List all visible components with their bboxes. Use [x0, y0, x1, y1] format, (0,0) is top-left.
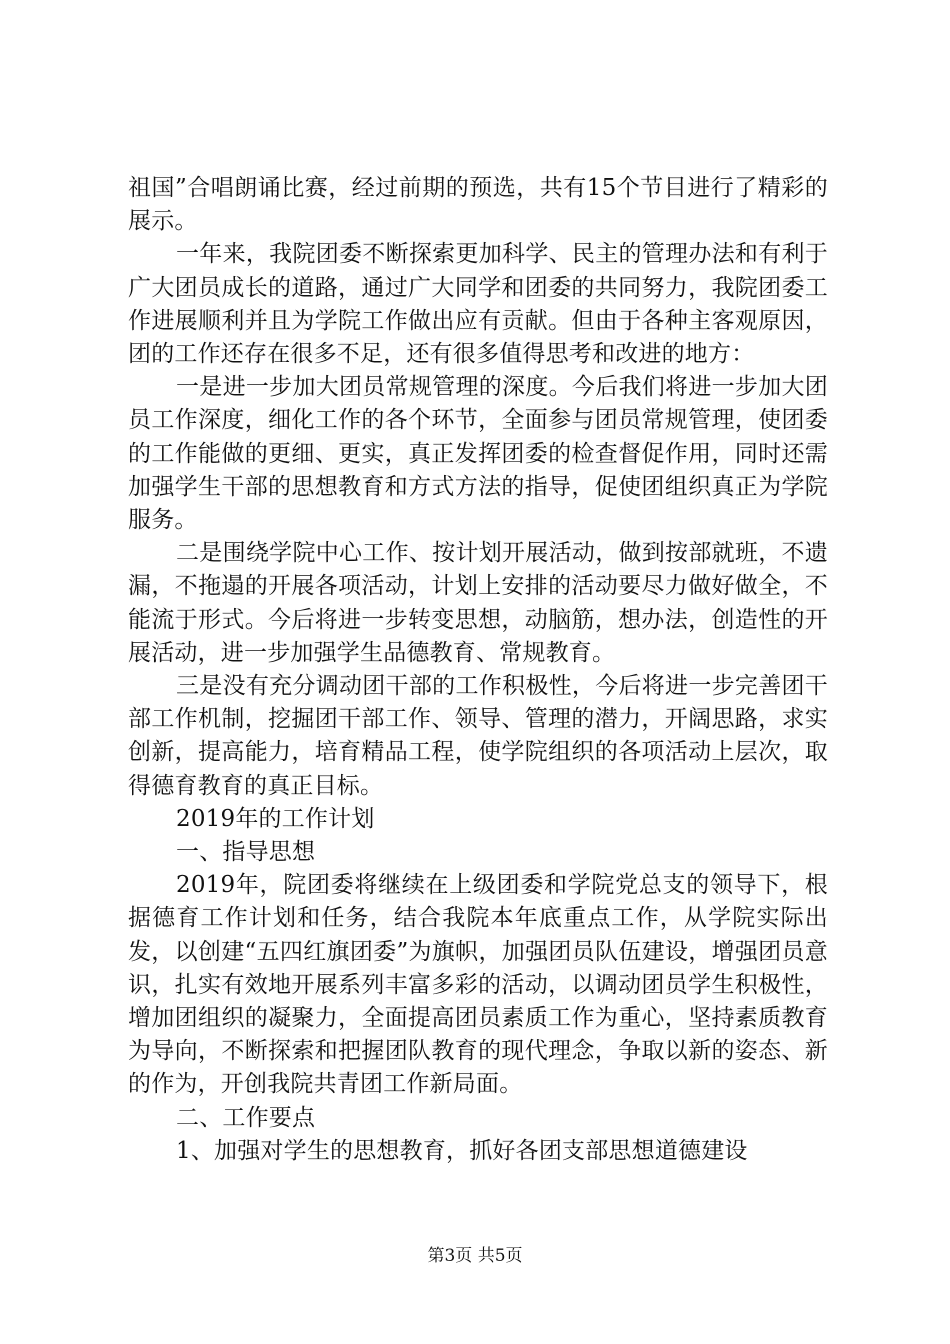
paragraph-continuation: 祖国”合唱朗诵比赛，经过前期的预选，共有15个节目进行了精彩的展示。	[128, 175, 828, 235]
list-item-key-point-one: 1、加强对学生的思想教育，抓好各团支部思想道德建设	[176, 1137, 748, 1164]
paragraph-point-two: 二是围绕学院中心工作、按计划开展活动，做到按部就班，不遗漏，不拖遢的开展各项活动，计划上安排的活动要尽力做好做全，不能流于形式。今后将进一步转变思想，动脑筋，想办法，创造性的开展活动，进一步加强学生品德教育、常规教育。	[128, 540, 828, 666]
paragraph-summary: 一年来，我院团委不断探索更加科学、民主的管理办法和有利于广大团员成长的道路，通过广大同学和团委的共同努力，我院团委工作进展顺利并且为学院工作做出应有贡献。但由于各种主客观原因，团的工作还存在很多不足，还有很多值得思考和改进的地方：	[128, 241, 828, 368]
page-number-footer: 第3页 共5页	[427, 1246, 523, 1266]
section-heading-plan: 2019年的工作计划	[176, 805, 375, 832]
paragraph-point-three: 三是没有充分调动团干部的工作积极性，今后将进一步完善团干部工作机制，挖掘团干部工作、领导、管理的潜力，开阔思路，求实创新，提高能力，培育精品工程，使学院组织的各项活动上层次，取得德育教育的真正目标。	[128, 673, 828, 799]
paragraph-guiding-ideology: 2019年，院团委将继续在上级团委和学院党总支的领导下，根据德育工作计划和任务，结合我院本年底重点工作，从学院实际出发，以创建“五四红旗团委”为旗帜，加强团员队伍建设，增强团员意识，扎实有效地开展系列丰富多彩的活动，以调动团员学生积极性，增加团组织的凝聚力，全面提高团员素质工作为重心，坚持素质教育为导向，不断探索和把握团队教育的现代理念，争取以新的姿态、新的作为，开创我院共青团工作新局面。	[128, 872, 828, 1098]
section-heading-key-points: 二、工作要点	[176, 1104, 316, 1131]
document-body	[128, 172, 828, 1168]
paragraph-point-one: 一是进一步加大团员常规管理的深度。今后我们将进一步加大团员工作深度，细化工作的各个环节，全面参与团员常规管理，使团委的工作能做的更细、更实，真正发挥团委的检查督促作用，同时还需加强学生干部的思想教育和方式方法的指导，促使团组织真正为学院服务。	[128, 374, 828, 534]
section-heading-guiding-ideology: 一、指导思想	[176, 839, 316, 866]
